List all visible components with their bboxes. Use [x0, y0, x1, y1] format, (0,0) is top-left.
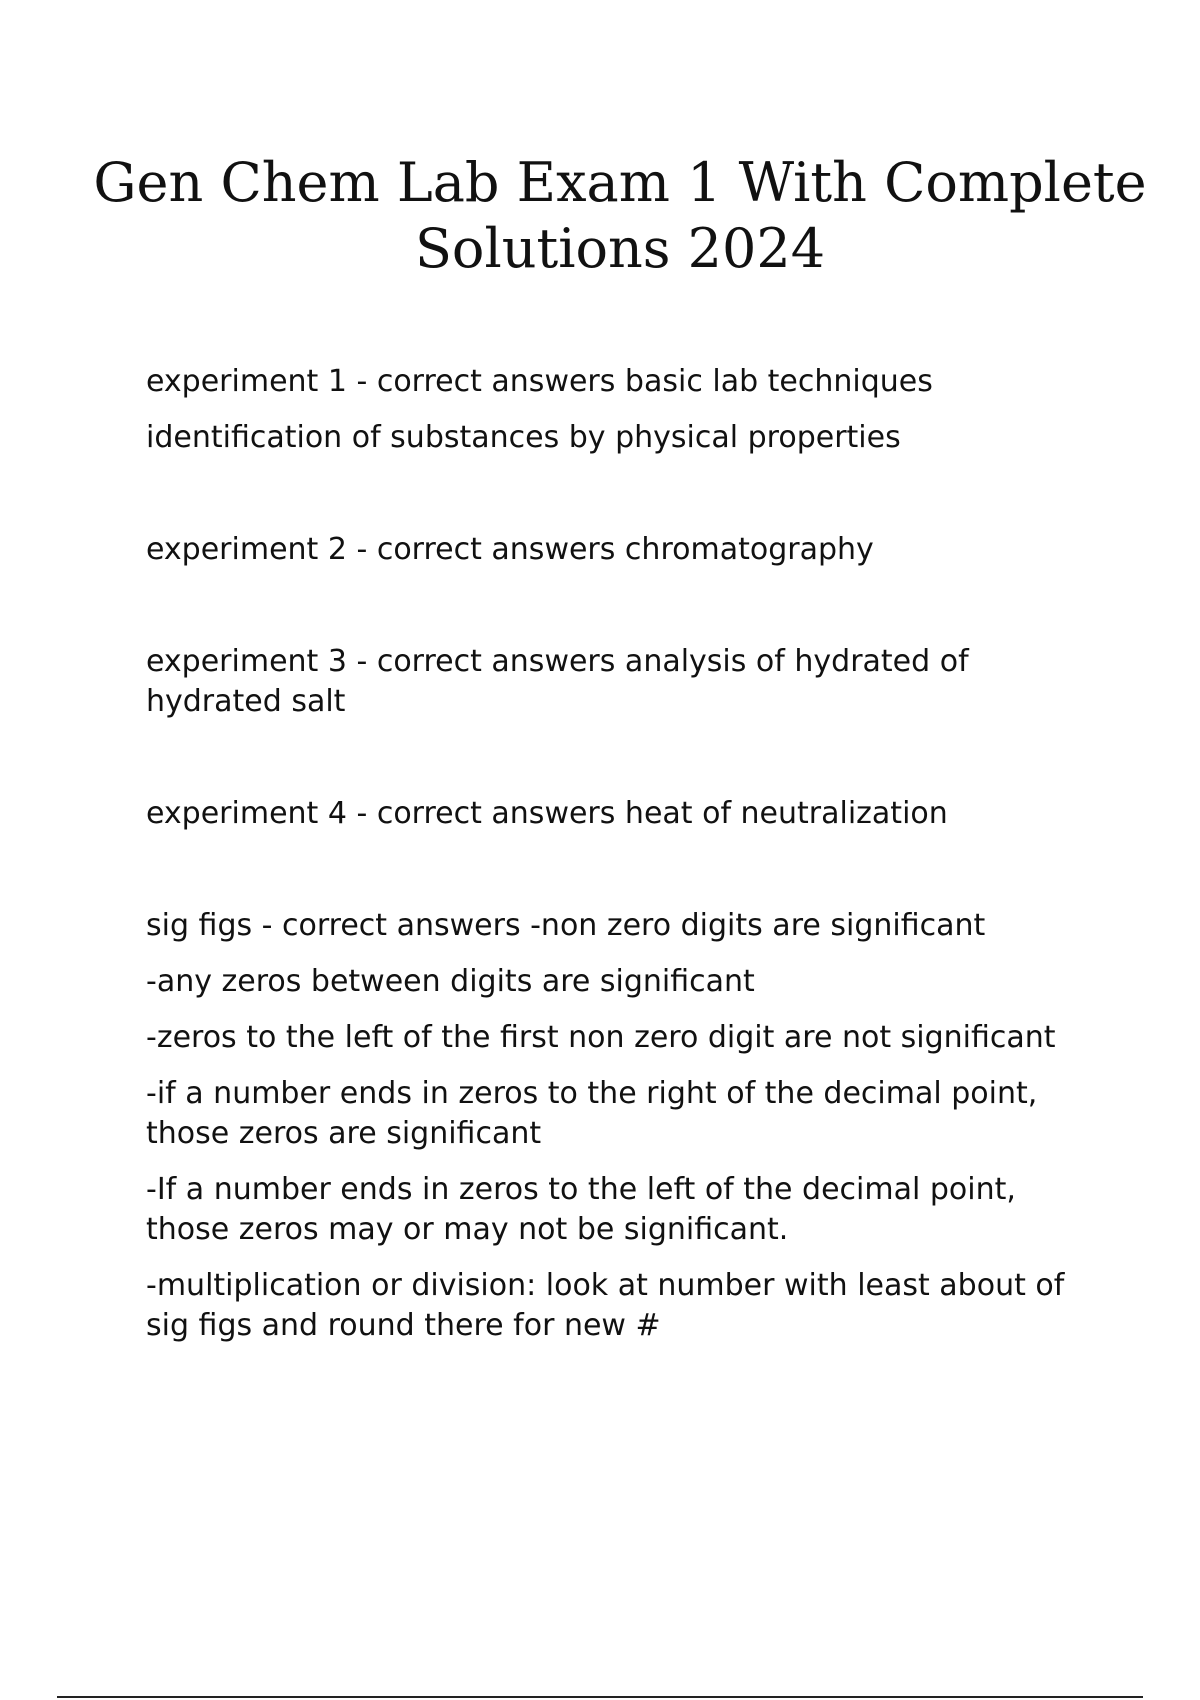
- entry-line: experiment 1 - correct answers basic lab techniques: [146, 364, 933, 399]
- entry-line: experiment 3 - correct answers analysis of hydrated of hydrated salt: [146, 644, 969, 719]
- entry-experiment-2: [146, 530, 1106, 570]
- entry-experiment-4: [146, 794, 1106, 834]
- entry-line: -if a number ends in zeros to the right of the decimal point, those zeros are significant: [146, 1076, 1038, 1151]
- entry-sig-figs: [146, 906, 1106, 1346]
- document-title: Gen Chem Lab Exam 1 With Complete Solutions 2024: [93, 151, 1147, 280]
- entry-line: -any zeros between digits are significant: [146, 964, 755, 999]
- entry-experiment-1: [146, 362, 1106, 458]
- entry-line: experiment 2 - correct answers chromatography: [146, 532, 874, 567]
- entry-line: -If a number ends in zeros to the left of the decimal point, those zeros may or may not be significant.: [146, 1172, 1016, 1247]
- footer-rule: [57, 1696, 1143, 1698]
- entry-line: -multiplication or division: look at number with least about of sig figs and round there for new #: [146, 1268, 1065, 1343]
- entry-line: sig figs - correct answers -non zero digits are significant: [146, 908, 986, 943]
- entry-line: experiment 4 - correct answers heat of neutralization: [146, 796, 948, 831]
- document-content: [146, 362, 1106, 1346]
- entry-line: identification of substances by physical properties: [146, 420, 901, 455]
- entry-experiment-3: [146, 642, 1106, 722]
- entry-line: -zeros to the left of the first non zero digit are not significant: [146, 1020, 1056, 1055]
